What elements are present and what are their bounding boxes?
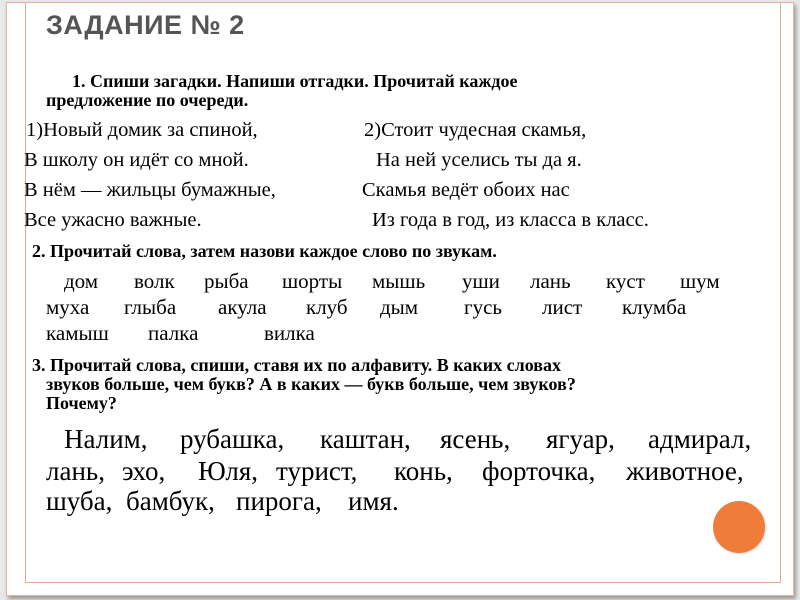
word-list-item: форточка, — [482, 456, 596, 486]
word-list-item: муха — [46, 295, 90, 319]
word-list-item: ягуар, — [546, 424, 615, 454]
word-list-item: бамбук, — [126, 486, 215, 516]
riddle2-line1: 2)Стоит чудесная скамья, — [364, 119, 587, 141]
word-list-item: рубашка, — [180, 424, 285, 454]
word-list-item: Налим, — [64, 424, 148, 454]
word-list-item: эхо, — [122, 456, 166, 486]
word-list-item: Юля, — [198, 456, 259, 486]
word-list-item: шуба, — [46, 486, 113, 516]
word-list-item: лань, — [46, 456, 105, 486]
task1-instruction-line1: 1. Спиши загадки. Напиши отгадки. Прочитай каждое — [72, 71, 518, 91]
riddle1-line3: В нём — жильцы бумажные, — [24, 179, 276, 201]
word-list-item: глыба — [124, 295, 177, 319]
task3-instruction-line1: 3. Прочитай слова, спиши, ставя их по алфавиту. В каких словах — [32, 355, 561, 375]
word-list-item: лань — [530, 269, 571, 293]
riddle2-line2: На ней уселись ты да я. — [376, 149, 582, 171]
task3-instruction-line3: Почему? — [46, 393, 117, 413]
word-list-item: пирога, — [236, 486, 322, 516]
riddle1-line4: Все ужасно важные. — [24, 209, 202, 231]
word-list-item: акула — [218, 295, 267, 319]
task1-instruction-line2: предложение по очереди. — [46, 90, 249, 110]
task3-instruction-line2: звуков больше, чем букв? А в каких — букв больше, чем звуков? — [46, 374, 576, 394]
word-list-item: животное, — [626, 456, 744, 486]
word-list-item: дом — [64, 269, 99, 293]
word-list-item: уши — [462, 269, 500, 293]
word-list-item: палка — [148, 321, 199, 345]
riddle2-line3: Скамья ведёт обоих нас — [362, 179, 570, 201]
word-list-item: камыш — [46, 321, 109, 345]
riddle1-line1: 1)Новый домик за спиной, — [26, 119, 258, 141]
word-list-item: имя. — [348, 486, 399, 516]
word-list-item: клуб — [306, 295, 348, 319]
riddle1-line2: В школу он идёт со мной. — [24, 149, 249, 171]
word-list-item: шум — [680, 269, 720, 293]
word-list-item: куст — [606, 269, 645, 293]
slide-title: ЗАДАНИЕ № 2 — [46, 10, 245, 40]
word-list-item: лист — [542, 295, 583, 319]
word-list-item: рыба — [204, 269, 249, 293]
word-list-item: турист, — [276, 456, 358, 486]
word-list-item: адмирал, — [648, 424, 752, 454]
word-list-item: мышь — [372, 269, 426, 293]
word-list-item: шорты — [282, 269, 343, 293]
word-list-item: вилка — [264, 321, 315, 345]
word-list-item: клумба — [622, 295, 687, 319]
word-list-item: каштан, — [320, 424, 411, 454]
word-list-item: волк — [134, 269, 175, 293]
riddle2-line4: Из года в год, из класса в класс. — [372, 209, 649, 231]
task2-instruction: 2. Прочитай слова, затем назови каждое слово по звукам. — [32, 241, 497, 261]
word-list-item: гусь — [464, 295, 503, 319]
word-list-item: конь, — [394, 456, 453, 486]
word-list-item: дым — [380, 295, 419, 319]
decorative-orange-circle — [713, 501, 765, 553]
word-list-item: ясень, — [440, 424, 511, 454]
